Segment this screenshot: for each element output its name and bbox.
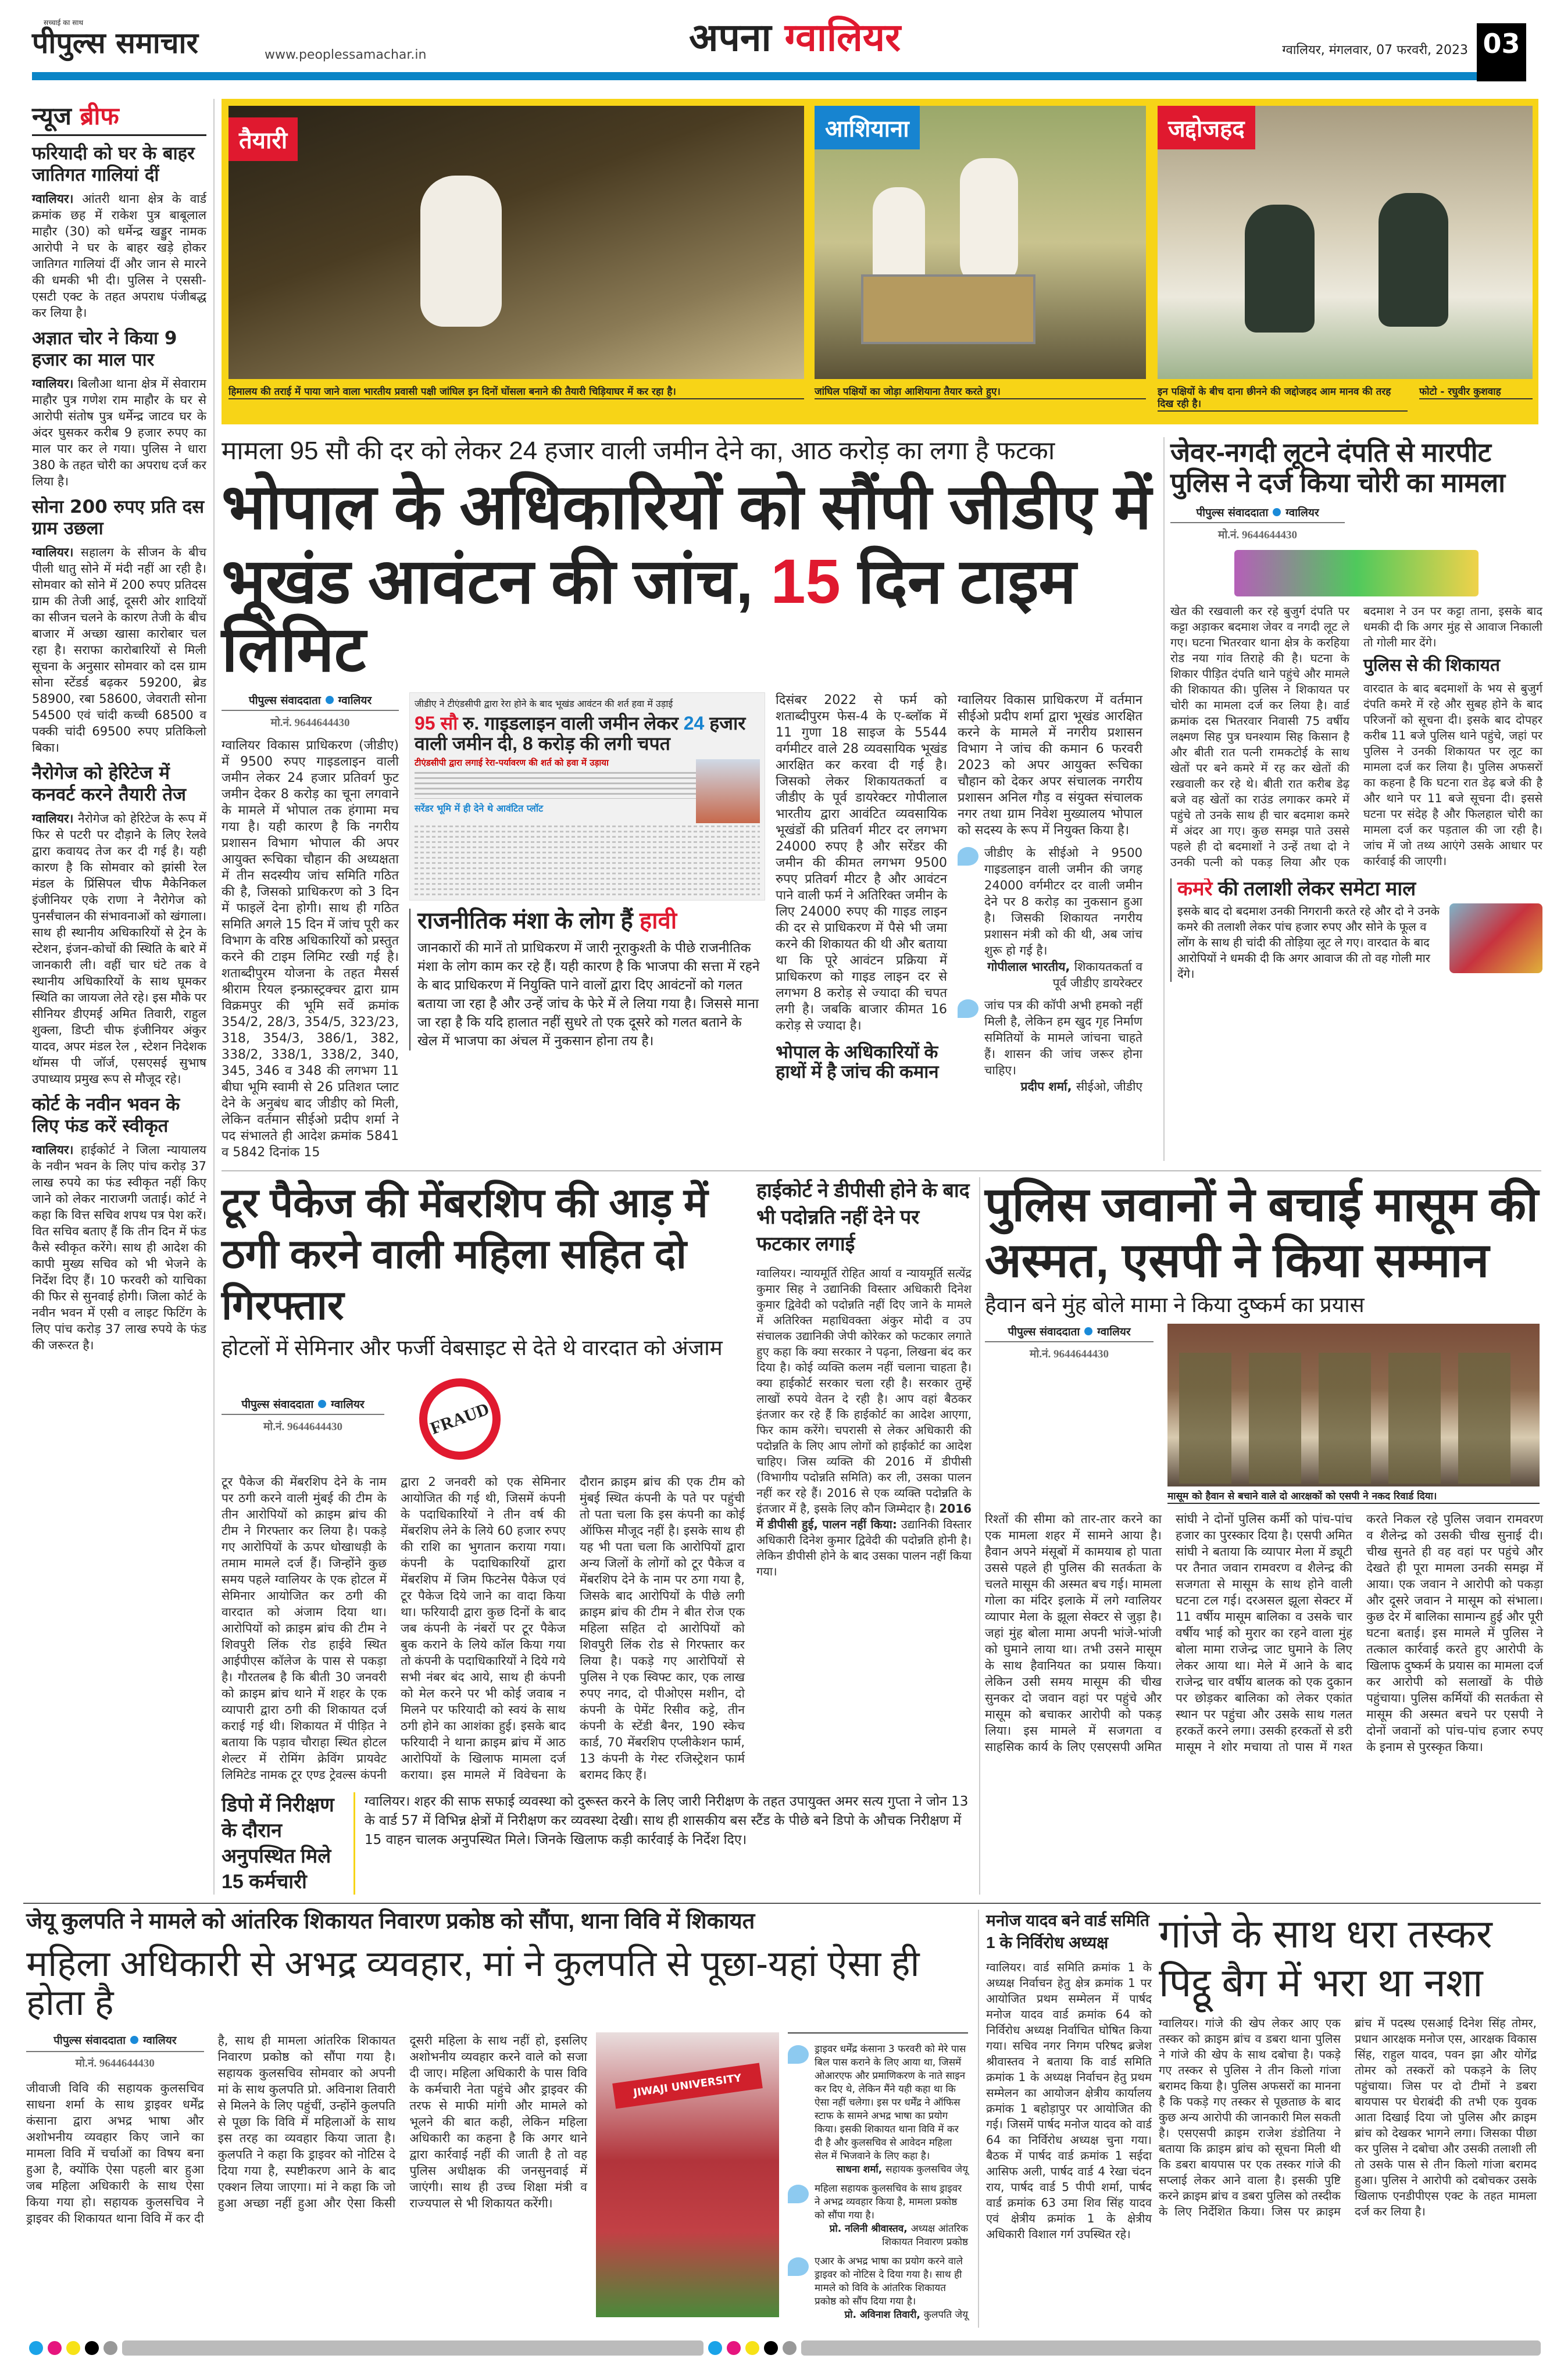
quote-icon	[788, 2185, 809, 2203]
clip-hl-mid: रु. गाइडलाइन वाली जमीन लेकर	[463, 713, 678, 734]
clip-hl-end: हजार वाली जमीन दी, 8 करोड़ की लगी चपत	[415, 713, 746, 754]
robbery-illustration	[1234, 550, 1479, 596]
main-story-col1	[222, 692, 399, 1161]
brief-body: सहालग के सीजन के बीच पीली धातु सोने में मंदी नहीं आ रही है। सोमवार को सोने में 200 रुपए प्रतिदस ग्राम की तेजी आई, दूसरी ओर शादियों का सीजन चलने के कारण तेजी के बीच बाजार में अच्छा खासा कारोबार चल रहा है। सराफा कारोबारियों से मिली सूचना के अनुसार सोमवार को दस ग्राम सोना स्टेंडर्ड बढ़कर 59200, ब्रेड 58900, रबा 58600, जेवराती सोना 54500 एवं चांदी कच्ची 68500 व पक्की चांदी 69500 रुपए प्रतिकिलो बिका।	[32, 545, 206, 755]
row-2-left	[222, 1177, 974, 1895]
stork-illustration	[960, 158, 1018, 286]
row-1	[222, 437, 1541, 1161]
police-headline: पुलिस जवानों ने बचाई मासूम की अस्मत, एसपी ने किया सम्मान	[985, 1178, 1539, 1288]
clipping-text-lines	[415, 826, 760, 895]
column-divider	[213, 99, 215, 1895]
quote-name: प्रो. नलिनी श्रीवास्तव,	[829, 2223, 908, 2235]
main-story-col3	[776, 692, 947, 1081]
ward-story	[986, 1910, 1152, 2242]
ju-headline: महिला अधिकारी से अभद्र व्यवहार, मां ने कुलपति से पूछा-यहां ऐसा ही होता है	[26, 1944, 920, 2024]
quote-icon	[958, 999, 979, 1018]
brief-body: बिलौआ थाना क्षेत्र में सेवाराम माहौर पुत्र गणेश राम माहौर के घर से आरोपी संतोष पुत्र धर्मेन्द्र जाटव घर के अंदर घुसकर करीब 9 हजार रुपए का माल पार कर ले गया। पुलिस ने धारा 380 के तहत चोरी का अपराध दर्ज कर लिया है।	[32, 377, 206, 488]
byline-mobile: मो.नं. 9644644430	[1217, 529, 1298, 541]
byline-reporter: पीपुल्स संवाददाता	[1196, 506, 1269, 519]
quote-text: महिला सहायक कुलसचिव के साथ ड्राइवर ने अभद्र व्यवहार किया है, मामला प्रकोष्ठ को सौंपा गया है।	[815, 2183, 962, 2222]
clipping-kicker: जीडीए ने टीएंडसीपी द्वारा रेरा होने के बाद भूखंड आवंटन की शर्त हवा में उड़ाई	[415, 698, 673, 710]
article-text: ग्वालियर विकास प्राधिकरण (जीडीए) में 9500 रुपए गाइडलाइन वाली जमीन लेकर 24 हजार प्रतिवर्ग फुट जमीन देकर 8 करोड़ का चूना लगवाने के मामले में भोपाल तक हंगामा मच गया है। यही कारण है कि नगरीय प्रशासन विभाग भोपाल की अपर आयुक्त रूचिका चौहान की अध्यक्षता में तीन सदस्यीय जांच समिति गठित की है, जिसको प्राधिकरण को 3 दिन में फाइलें देना होगी। साथ ही गठित समिति अगले 15 दिन में जांच पूरी कर विभाग के वरिष्ठ अधिकारियों को प्रस्तुत करने की टाइम लिमिट रखी गई है। शताब्दीपुरम योजना के तहत मैसर्स श्रीराम रियल इन्फ्रास्ट्रक्चर द्वारा ग्राम विक्रमपुर की भूमि सर्वे क्रमांक 354/2, 28/3, 354/5, 323/23, 318, 354/3, 386/1, 382, 338/2, 338/1, 338/2, 340, 345, 346 व 348 की लगभग 11 बीघा भूमि स्वामी से 26 प्रतिशत प्लाट देने के अनुबंध बाद जीडीए को मिली, लेकिन वर्तमान सीईओ प्रदीप शर्मा ने पद संभालते ही आदेश क्रमांक 5841 व 5842 दिनांक 15	[222, 738, 399, 1160]
brief-headline: फरियादी को घर के बाहर जातिगत गालियां दीं	[32, 143, 195, 185]
ju-kicker: जेयू कुलपति ने मामले को आंतरिक शिकायत निवारण प्रकोष्ठ को सौंपा, थाना विवि में शिकायत	[26, 1909, 755, 1934]
headline-part: भूखंड आवंटन की जांच,	[222, 546, 753, 617]
quote-role: अध्यक्ष आंतरिक शिकायत निवारण प्रकोष्ठ	[882, 2223, 968, 2249]
bullet-icon	[1084, 1327, 1092, 1335]
gray-dot	[103, 2341, 117, 2355]
police-top-row	[985, 1324, 1543, 1504]
tour-byline-block	[222, 1396, 384, 1442]
article-text: ग्वालियर विकास प्राधिकरण में वर्तमान सीईओ प्रदीप शर्मा द्वारा भूखंड आरक्षित करने के मामले में नगरीय प्रशासन विभाग ने जांच की कमान 6 फरवरी 2023 को अपर आयुक्त रूचिका चौहान को देकर अपर संचालक नगरीय प्रशासन अनिल गौड़ व संयुक्त संचालक नगर तथा ग्राम निवेश मुख्यालय भोपाल को सदस्य के रूप में नियुक्त किया है।	[958, 693, 1142, 838]
photo-strip	[222, 99, 1538, 424]
loot-story	[1170, 437, 1542, 982]
article-text: ग्वालियर। न्यायमूर्ति रोहित आर्या व न्यायमूर्ति सत्येंद्र कुमार सिह ने उद्यानिकी विस्तार अधिकारी दिनेश कुमार द्विवेदी को पदोन्नति नहीं दिए जाने के मामले में अतिरिक्त महाधिवक्ता अंकुर मोदी व उप संचालक उद्यानिकी जेपी कोरेकर को फटकार लगाते हुए कहा कि क्या सरकार ने पढ़ना, लिखना बंद कर दिया है। कोई व्यक्ति कलम नहीं चलाना चाहता है। क्या हाईकोर्ट सरकार चला रही है। सरकार तुम्हें लाखों रुपये वेतन दे रही है। आप वहां बैठकर इंतजार कर रहे हैं कि हाईकोर्ट का आदेश आएगा, फिर काम करेंगे। चपरासी से लेकर अधिकारी की पदोन्नति के लिए आप लोगों को हाईकोर्ट का आदेश चाहिए। जिस व्यक्ति की 2016 में डीपीसी (विभागीय पदोन्नति समिति) कर ली, उसका पालन नहीं कर रहे हैं। 2016 से एक व्यक्ति पदोन्नति के इंतजार में है, इसके लिए कौन जिम्मेदार है।	[756, 1266, 972, 1516]
bullet-icon	[130, 2036, 138, 2044]
brief-text	[32, 544, 206, 756]
brief-body: हाईकोर्ट ने जिला न्यायालय के नवीन भवन के लिए पांच करोड़ 37 लाख रुपये का फंड स्वीकृत नहीं किए जाने को लेकर नाराजगी जताई। कोर्ट ने कहा कि वित्त सचिव शपथ पत्र पेश करें। वित सचिव बताए हैं कि तीन दिन में फंड कैसे स्वीकृत करेंगे। साथ ही आदेश की कापी मुख्य सचिव को भी भेजने के निर्देश दिए हैं। 10 फरवरी को याचिका की फिर से सुनवाई होगी। जिला कोर्ट के नवीन भवन में एसी व लाइट फिटिंग के लिए पांच करोड़ 37 लाख रुपये के फंड की जरूरत है।	[32, 1143, 206, 1352]
byline-mobile: मो.नं. 9644644430	[1029, 1348, 1109, 1361]
section-title-black: अपना	[689, 15, 772, 60]
article-text: वारदात के बाद बदमाशों के भय से बुजुर्ग दंपति कमरे में रहे और सुबह होने के बाद परिजनों को सूचना दी। इसके बाद दोपहर करीब 11 बजे पुलिस थाने पहुंचे, जहां पर पुलिस ने उनकी शिकायत पर लूट का मामला दर्ज कर लिया है। पुलिस अफसरों का कहना है कि घटना रात डेढ़ बजे की है और थाने पर 11 बजे सूचना दी। इससे घटना पर संदेह है और फिलहाल चोरी का मामला दर्ज कर पड़ताल की जा रही है। जांच में जो तथ्य आएंगे उसके आधार पर कार्रवाई की जाएगी।	[1363, 681, 1542, 869]
hc-body	[756, 1266, 972, 1579]
byline-mobile: मो.नं. 9644644430	[263, 1421, 343, 1434]
cyan-dot	[29, 2341, 43, 2355]
byline-reporter: पीपुल्स संवाददाता	[1008, 1325, 1080, 1339]
loot-box-text: इसके बाद दो बदमाश उनकी निगरानी करते रहे और दो ने उनके कमरे की तलाशी लेकर पांच हजार रुपए और सोने के फूल व लोंग के साथ ही चांदी की तोड़िया लूट ले गए। वारदात के बाद आरोपियों ने धमकी दी कि अगर आवाज की तो वह गोली मार देंगे।	[1177, 903, 1440, 981]
bottom-row	[26, 1910, 1557, 2328]
photo-caption: इन पक्षियों के बीच दाना छीनने की जद्दोजहद आम मानव की तरह दिख रही है।	[1158, 386, 1408, 412]
byline-city: ग्वालियर	[1285, 506, 1319, 519]
logo-tagline: सच्चाई का साथ	[44, 19, 84, 27]
brief-dateline: ग्वालियर।	[32, 545, 74, 559]
article-text: टूर पैकेज की मेंबरशिप देने के नाम पर ठगी करने वाली मुंबई की टीम के तीन आरोपियों को क्राइम ब्रांच की टीम ने गिरफ्तार कर लिया है। पकड़े गए आरोपियों के ऊपर धोखाधड़ी के तमाम मामले दर्ज हैं। जिन्होंने कुछ समय पहले ग्वालियर के एक होटल में सेमिनार आयोजित कर ठगी की वारदात को अंजाम दिया था। आरोपियों को क्राइम ब्रांच की टीम ने शिवपुरी लिंक रोड हाईवे स्थित आईपीएस कॉलेज के पास से पकड़ा है। गौरतलब है कि बीती 30 जनवरी को क्राइम ब्रांच थाने में शहर के एक व्यापारी द्वारा ठगी की शिकायत दर्ज कराई गई थी। शिकायत में पीड़ित ने बताया कि पड़ाव चौराहा स्थित होटल शेल्टर में रोमिंग क्रेविंग प्रायवेट लिमिटेड नामक टूर एण्ड ट्रेवल्स कंपनी द्वारा 2 जनवरी को एक सेमिनार आयोजित की गई थी, जिसमें कंपनी के पदाधिकारियों ने तीन वर्ष की मेंबरशिप लेने के लिये 60 हजार रुपए की राशि का भुगतान कराया गया। कंपनी के पदाधिकारियों द्वारा मेंबरशिप में जिम फिटनेस पैकेज एवं टूर पैकेज दिये जाने का वादा किया था। फरियादी द्वारा कुछ दिनों के बाद जब कंपनी के नंबरों पर टूर पैकेज बुक कराने के लिये कॉल किया गया तो कंपनी के पदाधिकारियों ने दिये गये सभी नंबर बंद आये, साथ ही कंपनी को मेल करने पर भी कोई जवाब न मिलने पर फरियादी को स्वयं के साथ ठगी होने का आशंका हुई। इसके बाद फरियादी ने थाना क्राइम ब्रांच में आठ आरोपियों के खिलाफ मामला दर्ज कराया। इस मामले में विवेचना के दौरान क्राइम ब्रांच की एक टीम को मुंबई स्थित कंपनी के पते पर पहुंची तो पता चला कि इस कंपनी का कोई ऑफिस मौजूद नहीं है। इसके साथ ही यह भी पता चला कि आरोपियों द्वारा अन्य जिलों के लोगों को टूर पैकेज व मेंबरशिप देने के नाम पर ठगा गया है, जिसके बाद आरोपियों के पीछे लगी क्राइम ब्रांच की टीम ने बीत रोज एक महिला सहित दो आरोपियों को शिवपुरी लिंक रोड से गिरफ्तार कर लिया है। पकड़े गए आरोपियों से पुलिस ने एक स्विफ्ट कार, एक लाख रुपए नगद, दो पीओएस मशीन, दो कंपनी के पेमेंट रिसीव कट्टे, तीन कंपनी के स्टेंडी बैनर, 190 स्केच कार्ड, 70 मेंबरशिप एप्लीकेशन फार्म, 13 कंपनी के गेस्ट रजिस्ट्रेशन फार्म बरामद किए हैं।	[222, 1475, 745, 1782]
ju-byline-block	[26, 2032, 204, 2072]
quote	[958, 997, 1142, 1095]
tour-byline-row	[222, 1369, 745, 1469]
byline-mobile: मो.नं. 9644644430	[75, 2057, 155, 2070]
officers-group	[1179, 1353, 1528, 1484]
black-dot	[85, 2341, 99, 2355]
logo-text: पीपुल्स समाचार	[32, 26, 198, 60]
box-hl-black: राजनीतिक मंशा के लोग हैं	[417, 908, 633, 934]
brief-title-red: ब्रीफ	[80, 102, 119, 130]
quote-attribution	[815, 2308, 968, 2322]
quote-role: शिकायतकर्ता व पूर्व जीडीए डायरेक्टर	[1052, 960, 1142, 991]
cyan-dot	[708, 2341, 722, 2355]
column-divider	[978, 1910, 979, 2328]
police-subhead: हैवान बने मुंह बोले मामा ने किया दुष्कर्म का प्रयास	[985, 1293, 1365, 1317]
byline-reporter: पीपुल्स संवाददाता	[53, 2034, 126, 2047]
quote	[788, 2255, 968, 2322]
byline-city: ग्वालियर	[143, 2034, 177, 2047]
depot-body: ग्वालियर। शहर की साफ सफाई व्यवस्था को दुरूस्त करने के लिए जारी निरीक्षण के तहत उपायुक्त अमर सत्य गुप्ता ने जोन 13 के वार्ड 57 में विभिन्न क्षेत्रों में निरीक्षण कर व्यवस्था देखी। साथ ही शासकीय बस स्टैंड के पीछे बने डिपो के औचक निरीक्षण में 15 वाहन चालक अनुपस्थित मिले। जिनके खिलाफ कड़ी कार्रवाई के निर्देश दिए।	[365, 1794, 969, 1848]
stork-illustration	[1379, 193, 1448, 327]
row-2	[222, 1177, 1541, 1895]
brief-headline: कोर्ट के नवीन भवन के लिए फंड करें स्वीकृत	[32, 1094, 180, 1137]
bullet-icon	[318, 1400, 326, 1408]
loot-box	[1170, 878, 1542, 982]
brief-item	[32, 763, 206, 1087]
loot-headline: जेवर-नगदी लूटने दंपति से मारपीट पुलिस ने दर्ज किया चोरी का मामला	[1170, 437, 1506, 498]
quote	[958, 845, 1142, 991]
main-kicker: मामला 95 सौ की दर को लेकर 24 हजार वाली जमीन देने का, आठ करोड़ का लगा है फटका	[222, 437, 1055, 465]
column-divider	[979, 1177, 980, 1895]
police-photo-caption: मासूम को हैवान से बचाने वाले दो आरक्षकों को एसपी ने नकद रिवार्ड दिया।	[1167, 1490, 1540, 1504]
section-divider	[222, 1170, 1541, 1171]
byline	[26, 2032, 204, 2052]
hc-headline: हाईकोर्ट ने डीपीसी होने के बाद भी पदोन्नति नहीं देने पर फटकार लगाई	[756, 1180, 970, 1256]
article-text: जीवाजी विवि की सहायक कुलसचिव साधना शर्मा के साथ ड्राइवर धर्मेंद्र कंसाना द्वारा अभद्र भाषा और अशोभनीय व्यवहार किए जाने का मामला विवि में चर्चाओं का विषय बना हुआ है, क्योंकि ऐसा पहली बार हुआ जब महिला अधिकारी के साथ ऐसा किया गया हो। सहायक कुलसचिव ने ड्राइवर की शिकायत थाना विवि में कर दी है, साथ ही मामला आंतरिक शिकायत निवारण प्रकोष्ठ को सौंपा गया है। सहायक कुलसचिव सोमवार को अपनी मां के साथ कुलपति प्रो. अविनाश तिवारी से मिलने के लिए पहुंचीं, उन्होंने कुलपति से पूछा कि विवि में महिलाओं के साथ इस तरह का व्यवहार किया जाता है। कुलपति ने कहा कि ड्राइवर को नोटिस दे दिया गया है, स्पष्टीकरण आने के बाद एक्शन लिया जाएगा। मां ने कहा कि जो हुआ अच्छा नहीं हुआ और ऐसा किसी दूसरी महिला के साथ नहीं हो, इसलिए अशोभनीय व्यवहार करने वाले को सजा दी जाए। महिला अधिकारी के पास विवि के कर्मचारी नेता पहुंचे और ड्राइवर की तरफ से माफी मांगी और मामले को भूलने की बात कही, लेकिन महिला अधिकारी का कहना है कि अगर थाने द्वारा कार्रवाई नहीं की जाती है तो वह पुलिस अधीक्षक की जनसुनवाई में जाएंगी। साथ ही उच्च शिक्षा मंत्री व राज्यपाल से भी शिकायत करेंगी।	[26, 2034, 587, 2226]
tour-headline: टूर पैकेज की मेंबरशिप की आड़ में ठगी करने वाली महिला सहित दो गिरफ्तार	[222, 1180, 708, 1328]
brief-dateline: ग्वालियर।	[32, 377, 74, 391]
stork-illustration	[420, 176, 502, 327]
magenta-dot	[48, 2341, 62, 2355]
photo-caption: जांघिल पक्षियों का जोड़ा आशियाना तैयार करते हुए।	[815, 386, 1146, 399]
headline-part: दिन टाइम लिमिट	[222, 546, 1076, 684]
brief-body: नैरोगेज को हेरिटेज के रूप में फिर से पटरी पर दौड़ाने के लिए रेलवे द्वारा कवायद तेज कर दी गई है। यही कारण है कि सोमवार को झांसी रेल मंडल के प्रिंसिपल चीफ मैकेनिकल इंजीनियर एके राणा ने नैरोगेज को पुनर्संचालन की संभावनाओं को खंगाला। साथ ही स्थानीय अधिकारियों से ट्रेन के स्टेशन, इंजन-कोचों की स्थिति के बारे में जानकारी ली। वहीं चार घंटे तक वे स्थानीय अधिकारियों के साथ घूमकर स्थिति का जायजा लेते रहे। इस मौके पर सीनियर डीएमई अमित तिवारी, राहुल शुक्ला, डिप्टी चीफ इंजीनियर अंकुर यादव, अपर मंडल रेल , स्टेशन निदेशक थॉमस पी जॉर्ज, एसएसई सुभाष उपाध्याय प्रमुख रूप से मौजूद रहे।	[32, 812, 206, 1086]
clip-hl-blue: 24	[683, 713, 705, 734]
main-story-columns	[222, 692, 1158, 1161]
clip-hl-red: 95 सौ	[415, 713, 458, 734]
gray-bar	[801, 2340, 1541, 2356]
quote-text: जांच पत्र की कॉपी अभी हमको नहीं मिली है, लेकिन हम खुद गृह निर्माण समितियों के मामले जांचना चाहते हैं। शासन की जांच जरूर होना चाहिए।	[984, 998, 1142, 1078]
main-subhead: भोपाल के अधिकारियों के हाथों में है जांच की कमान	[776, 1042, 939, 1082]
police-story	[985, 1177, 1543, 1755]
article-text: खेत की रखवाली कर रहे बुजुर्ग दंपति पर कट्टा अड़ाकर बदमाश जेवर व नगदी लूट ले गए। घटना भितरवार थाना क्षेत्र के करहिया रोड नया गांव तिराहे की है। घटना के शिकार पीड़ित दंपति थाने पहुंचे और मामले की शिकायत की। पुलिस ने शिकायत पर चोरी का मामला दर्ज कर लिया है। वार्ड क्रमांक दस भितरवार निवासी 75 वर्षीय लक्ष्मण सिह पुत्र घनश्याम सिह किसान है और बीती रात पत्नी रामकटोई के साथ खेतों पर बने कमरे में रह कर खेतों की रखवाली कर रहे थे। बीती रात करीब डेढ़ बजे वह खेतों का राउंड लगाकर कमरे में पहुंचे तो उनके साथ ही चार बदमाश कमरे में अंदर आ गए। कुछ समझ पाते उससे पहले ही दो बदमाशों ने उन्हें तथा दो ने उनकी पत्नी को पकड़ लिया और एक बदमाश ने उन पर कट्टा ताना, इसके बाद धमकी दी कि अगर मुंह से आवाज निकाली तो गोली मार देंगे।	[1170, 604, 1542, 869]
byline-city: ग्वालियर	[1097, 1325, 1131, 1339]
quote-attribution	[984, 1078, 1142, 1095]
quote-text: जीडीए के सीईओ ने 9500 गाइडलाइन वाली जमीन की जगह 24000 वर्गमीटर दर वाली जमीन देने पर 8 करोड़ का नुकसान हुआ है। जिसकी शिकायत नगरीय प्रशासन मंत्री को की थी, अब जांच शुरू हो गई है।	[984, 846, 1142, 958]
ju-building-photo	[596, 2032, 779, 2317]
box-headline	[417, 909, 765, 934]
brief-text	[32, 1142, 206, 1353]
right-area	[222, 99, 1541, 1895]
hc-subhead: 2016 में डीपीसी हुई, पालन नहीं किया:	[756, 1502, 972, 1532]
quote-role: कुलपति जेयू	[923, 2309, 968, 2321]
nest-basket	[861, 274, 1035, 344]
stork-illustration	[1245, 205, 1315, 333]
brief-text	[32, 376, 206, 489]
logo[interactable]	[32, 17, 198, 59]
article-text: उद्यानिकी विस्तार अधिकारी दिनेश कुमार द्विवेदी की पदोन्नति होनी है।लेकिन डीपीसी होने के बाद उसका पालन नहीं किया गया।	[756, 1517, 972, 1579]
tour-subhead: होटलों में सेमिनार और फर्जी वेबसाइट से देते थे वारदात को अंजाम	[222, 1336, 723, 1360]
box-hl-red: हावी	[639, 908, 677, 934]
quote-name: साधना शर्मा,	[836, 2164, 883, 2176]
quote	[788, 2043, 968, 2177]
magenta-dot	[727, 2341, 741, 2355]
quote-name: प्रो. अविनाश तिवारी,	[844, 2309, 920, 2321]
quote-attribution	[815, 2163, 968, 2177]
black-dot	[764, 2341, 778, 2355]
quote-name: गोपीलाल भारतीय,	[987, 960, 1070, 974]
main-story-col2	[409, 692, 765, 1050]
page-number: 03	[1477, 23, 1526, 81]
loot-byline-block	[1170, 505, 1345, 542]
police-photo-block	[1167, 1324, 1540, 1504]
main-story-body-2	[776, 692, 947, 1034]
depot-headline: डिपो में निरीक्षण के दौरान अनुपस्थित मिले 15 कर्मचारी	[222, 1792, 355, 1895]
ganja-story	[1159, 1910, 1537, 2220]
article-text: दिसंबर 2022 से फर्म को शताब्दीपुरम फेस-4 के ए-ब्लॉक में 11 गुणा 18 साइज के 5544 वर्गमीटर वाले 28 व्यवसायिक भूखंड आरक्षित कर करवा दी गई है। जिसको लेकर शिकायतकर्ता व जीडीए के पूर्व डायरेक्टर गोपीलाल भारतीय द्वारा आवंटित व्यवसायिक भूखंडों की प्रतिवर्ग मीटर दर लगभग 24000 रुपए है और सरेंडर की जमीन की कीमत लगभग 9500 रुपए प्रतिवर्ग मीटर है और आवंटन पाने वाली फर्म ने अतिरिक्त जमीन के लिए 24000 रुपए की गाइड लाइन की दर से प्राधिकरण में पैसे भी जमा करने की शिकायत की थी और बताया था कि पूरे आवंटन प्रक्रिया में प्राधिकरण को गाइड लाइन दर से लगभग 8 करोड़ से ज्यादा की चपत लगी है। जबकि बाजार कीमत 16 करोड़ से ज्यादा है।	[776, 693, 947, 1034]
news-brief	[32, 99, 206, 1353]
clipping-sub2: सरेंडर भूमि में ही देने थे आवंटित प्लॉट	[415, 803, 544, 814]
column-divider	[1163, 437, 1165, 1161]
photo-credit: फोटो - रघुवीर कुशवाह	[1419, 386, 1533, 399]
brief-headline: अज्ञात चोर ने किया 9 हजार का माल पार	[32, 328, 177, 370]
photo-stork-food-fight	[1158, 106, 1533, 379]
photo-stork-pair	[815, 106, 1146, 379]
news-brief-title	[32, 99, 206, 136]
section-title-red: ग्वालियर	[784, 15, 901, 60]
yellow-dot	[745, 2341, 759, 2355]
quote-icon	[958, 847, 979, 866]
box-text: जानकारों की मानें तो प्राधिकरण में जारी नूराकुश्ती के पीछे राजनीतिक मंशा के लोग काम कर रहे हैं। यही कारण है कि भाजपा की सत्ता में रहने के बाद प्राधिकरण में नियुक्ति पाने वालों द्वारा दिए आवंटनों को गलत बताया जा रहा है और उन्हें जांच के फेरे में ले लिया गया है। जिससे माना जा रहा है कि यदि हालात नहीं सुधरे तो एक दूसरे को गलत बताने के खेल में भाजपा का अंचल में नुकसान होना तय है।	[417, 940, 760, 1049]
ju-story	[26, 1910, 971, 2328]
photo-tag: तैयारी	[228, 117, 298, 161]
brief-title-black: न्यूज	[32, 102, 72, 130]
gray-bar	[122, 2340, 703, 2356]
box-hl-black: की तलाशी लेकर समेटा माल	[1217, 878, 1416, 900]
byline	[222, 1396, 384, 1415]
ganja-body: ग्वालियर। गांजे की खेप लेकर आए एक तस्कर को क्राइम ब्रांच व डबरा थाना पुलिस ने गांजे की खेप के साथ दबोचा है। पकड़े गए तस्कर से पुलिस ने तीन किलो गांजा बरामद किया है। पुलिस अफसरों का मानना है कि पकड़े गए तस्कर से पूछताछ के बाद कुछ अन्य आरोपी की जानकारी मिल सकती है। एसएसपी क्राइम राजेश डंडोतिया ने बताया कि क्राइम ब्रांच को सूचना मिली थी कि डबरा बायपास पर एक तस्कर गांजे की सप्लाई लेकर आने वाला है। इसकी पुष्टि करने क्राइम ब्रांच व डबरा पुलिस को तस्दीक के लिए निर्देशित किया। जिस पर क्राइम ब्रांच में पदस्थ एसआई दिनेश सिंह तोमर, प्रधान आरक्षक मनोज एस, आरक्षक विकास सिंह, राहुल यादव, पवन झा और योगेंद्र तोमर को तस्करों को पकड़ने के लिए पहुंचाया। जिस पर दो टीमों ने डबरा बायपास पर घेराबंदी की तभी एक युवक आता दिखाई दिया जो पुलिस और क्राइम ब्रांच को देखकर भागने लगा। जिसका पीछा कर पुलिस ने दबोचा और उसकी तलाशी ली तो उसके पास से तीन किलो गांजा बरामद हुआ। पुलिस ने आरोपी को दबोचकर उसके खिलाफ एनडीपीएस एक्ट के तहत मामला दर्ज कर लिया है।	[1159, 2016, 1537, 2219]
section-divider	[23, 1903, 1541, 1904]
headline-highlight: 15	[770, 546, 841, 617]
section-title	[689, 17, 901, 58]
masthead	[32, 17, 1526, 76]
building-thumbnail	[696, 759, 760, 823]
university-signboard: JIWAJI UNIVERSITY	[612, 2063, 763, 2109]
police-byline-block	[985, 1324, 1154, 1369]
tour-story	[222, 1177, 745, 1783]
dateline: ग्वालियर, मंगलवार, 07 फरवरी, 2023	[1282, 43, 1468, 58]
ju-quotes	[788, 2032, 968, 2328]
gray-dot	[783, 2341, 797, 2355]
brief-dateline: ग्वालियर।	[32, 1143, 74, 1157]
quote-name: प्रदीप शर्मा,	[1020, 1080, 1072, 1094]
ward-body: ग्वालियर। वार्ड समिति क्रमांक 1 के अध्यक्ष निर्वाचन हेतु क्षेत्र क्रमांक 1 पर आयोजित प्रथम सम्मेलन में पार्षद मनोज यादव वार्ड क्रमांक 64 को निर्विरोध अध्यक्ष निर्वाचित घोषित किया गया। सचिव नगर निगम परिषद ब्रजेश श्रीवास्तव ने बताया कि वार्ड समिति क्रमांक 1 के अध्यक्ष निर्वाचन हेतु प्रथम सम्मेलन का आयोजन क्षेत्रीय कार्यालय क्रमांक 1 बहोड़ापुर पर आयोजित की गई। जिसमें पार्षद मनोज यादव को वार्ड 64 का निर्विरोध अध्यक्ष चुना गया। बैठक में पार्षद वार्ड क्रमांक 1 सईदा आसिफ अली, पार्षद वार्ड 4 रेखा चंदन राय, पार्षद वार्ड 5 पीपी शर्मा, पार्षद वार्ड क्रमांक 63 उमा शिव सिंह यादव एवं क्षेत्रीय क्रमांक 1 के क्षेत्रीय अधिकारी विशाल गर्ग उपस्थित रहे।	[986, 1960, 1152, 2242]
box-hl-red: कमरे	[1177, 878, 1213, 900]
top-section	[32, 99, 1557, 1895]
quote-text: एआर के अभद्र भाषा का प्रयोग करने वाले ड्राइवर को नोटिस दे दिया गया है। साथ ही मामले को विवि के आंतरिक शिकायत प्रकोष्ठ को सौंप दिया गया है।	[815, 2256, 963, 2308]
byline-reporter: पीपुल्स संवाददाता	[241, 1398, 314, 1411]
loot-subhead: पुलिस से की शिकायत	[1363, 656, 1501, 675]
brief-item	[32, 1094, 206, 1353]
brief-headline: सोना 200 रुपए प्रति दस ग्राम उछला	[32, 496, 205, 539]
photo-tag: जद्दोजहद	[1158, 106, 1255, 149]
ju-columns	[26, 2032, 971, 2328]
brief-body: आंतरी थाना क्षेत्र के वार्ड क्रमांक छह में राकेश पुत्र बाबूलाल माहौर (30) को धर्मेन्द्र खड्डुर नामक आरोपी ने घर के बाहर खड़े होकर जातिगत गालियां दीं और जान से मारने की धमकी भी दी। पुलिस ने एससी-एसटी एक्ट के तहत अपराध पंजीबद्ध कर लिया है।	[32, 192, 206, 320]
police-photo	[1167, 1324, 1540, 1486]
police-body	[985, 1511, 1543, 1755]
main-story	[222, 437, 1158, 1161]
byline-city: ग्वालियर	[338, 694, 372, 707]
ju-body	[26, 2032, 587, 2227]
brief-item	[32, 496, 206, 756]
brief-item	[32, 143, 206, 321]
hc-story	[756, 1177, 972, 1579]
brief-headline: नैरोगेज को हेरिटेज में कनवर्ट करने तैयारी तेज	[32, 763, 187, 805]
brief-dateline: ग्वालियर।	[32, 812, 74, 826]
photo-stork-nest-building	[228, 106, 804, 379]
row-2-left-top	[222, 1177, 974, 1783]
clipping-headline	[415, 713, 760, 753]
brief-item	[32, 328, 206, 489]
quote-role: सहायक कुलसचिव जेयू	[885, 2164, 968, 2176]
byline-city: ग्वालियर	[331, 1398, 365, 1411]
quote-text: ड्राइवर धर्मेंद्र कंसाना 3 फरवरी को मेरे पास बिल पास कराने के लिए आया था, जिसमें ओआरएफ और प्रमाणिकरण के नाते साइन कर दिए थे, लेकिन मैंने यही कहा था कि ऐसा नहीं चलेगा। इस पर धर्मेंद्र ने ऑफिस स्टाफ के सामने अभद्र भाषा का प्रयोग किया। इसकी शिकायत थाना विवि में कर दी है और कुलसचिव से आवेदन महिला सेल में भिजवाने के लिए कहा है।	[815, 2043, 966, 2163]
photo-caption: हिमालय की तराई में पाया जाने वाला भारतीय प्रवासी पक्षी जांघिल इन दिनों घोंसला बनाने की तैयारी चिड़ियाघर में कर रहा है।	[228, 386, 804, 399]
loot-box-headline	[1177, 878, 1542, 900]
depot-story	[222, 1792, 974, 1895]
thief-illustration	[1449, 903, 1542, 973]
quote-icon	[788, 2257, 809, 2276]
quote	[788, 2182, 968, 2249]
quote-icon	[788, 2045, 809, 2064]
byline-reporter: पीपुल्स संवाददाता	[248, 694, 321, 707]
main-story-col4	[958, 692, 1142, 1100]
main-story-body-1	[222, 738, 399, 1161]
fraud-stamp-text: FRAUD	[427, 1399, 492, 1439]
bullet-icon	[326, 696, 334, 704]
yellow-dot	[66, 2341, 80, 2355]
fraud-stamp	[408, 1367, 512, 1471]
brief-text	[32, 810, 206, 1087]
brief-text	[32, 191, 206, 321]
main-headline-line1: भोपाल के अधिकारियों को सौंपी जीडीए में	[222, 471, 1152, 542]
quote-attribution	[984, 959, 1142, 991]
tour-body	[222, 1474, 745, 1783]
article-text: रिश्तों की सीमा को तार-तार करने का एक मामला शहर में सामने आया है। हैवान अपने मंसूबों में कामयाब हो पाता उससे पहले ही पुलिस की सतर्कता के चलते मासूम की अस्मत बच गई। मामला गोला का मंदिर इलाके में लगे ग्वालियर व्यापार मेला के झूला सेक्टर से जुड़ा है। जहां मुंह बोला मामा अपनी भांजे-भांजी को घुमाने लाया था। तभी उसने मासूम के साथ हैवानियत का प्रयास किया। लेकिन उसी समय मासूम की चीख सुनकर दो जवान वहां पर पहुंचे और मासूम को बचाकर आरोपी को पकड़ लिया। इस मामले में सजगता व साहसिक कार्य के लिए एसएसपी अमित सांघी ने दोनों पुलिस कर्मी को पांच-पांच हजार का पुरस्कार दिया है। एसपी अमित सांघी ने बताया कि व्यापार मेला में ड्यूटी पर तैनात जवान रामवरण व शैलेन्द्र की सजगता से मासूम के साथ होने वाली घटना टल गई। दरअसल झूला सेक्टर में 11 वर्षीय मासूम बालिका व उसके चार वर्षीय भाई को मुरार का रहने वाला मुंह बोला मामा राजेन्द्र जाट घुमाने के लिए लेकर आया था। मेले में आने के बाद राजेन्द्र चार वर्षीय बालक को एक दुकान पर छोड़कर बालिका को लेकर एकांत स्थान पर पहुंचा और उसके साथ गलत हरकतें करने लगा। उसकी हरकतों से डरी मासूम ने शोर मचाया तो पास में गश्त करते निकल रहे पुलिस जवान रामवरण व शैलेन्द्र को उसकी चीख सुनाई दी। चीख सुनते ही वह वहां पर पहुंचे और देखते ही पूरा मामला उनकी समझ में आया। एक जवान ने आरोपी को पकड़ा और दूसरे जवान ने मासूम को संभाला। कुछ देर में बालिका सामान्य हुई और पूरी घटना बताई। इस मामले में पुलिस ने तत्काल कार्रवाई करते हुए आरोपी के खिलाफ दुष्कर्म के प्रयास का मामला दर्ज कर आरोपी को सलाखों के पीछे पहुंचाया। पुलिस कर्मियों की सतर्कता से मासूम की अस्मत बचने पर एसपी ने दोनों जवानों को पांच-पांच हजार रुपए के इनाम से पुरस्कृत किया।	[985, 1512, 1543, 1754]
bullet-icon	[1273, 508, 1281, 516]
byline	[222, 692, 399, 711]
ganja-headline: गांजे के साथ धरा तस्कर पिट्ठू बैग में भरा था नशा	[1159, 1912, 1492, 2006]
brief-dateline: ग्वालियर।	[32, 192, 74, 206]
loot-body	[1170, 603, 1542, 870]
clipping-sub1: टीएंडसीपी द्वारा लगाई रेरा-पर्यावरण की शर्त को हवा में उड़ाया	[415, 757, 609, 769]
print-color-bar	[29, 2339, 1541, 2357]
byline-mobile: मो.नं. 9644644430	[270, 717, 350, 730]
ward-headline: मनोज यादव बने वार्ड समिति 1 के निर्विरोध अध्यक्ष	[986, 1911, 1149, 1952]
byline	[1170, 505, 1345, 523]
quote-attribution	[815, 2222, 968, 2249]
main-headline-line2	[222, 548, 1158, 683]
website-link[interactable]: www.peoplessamachar.in	[265, 48, 427, 62]
quote-role: सीईओ, जीडीए	[1076, 1080, 1142, 1094]
byline	[985, 1324, 1154, 1342]
politics-box	[409, 909, 765, 1050]
photo-tag: आशियाना	[815, 106, 920, 149]
clipping-image	[409, 692, 765, 900]
